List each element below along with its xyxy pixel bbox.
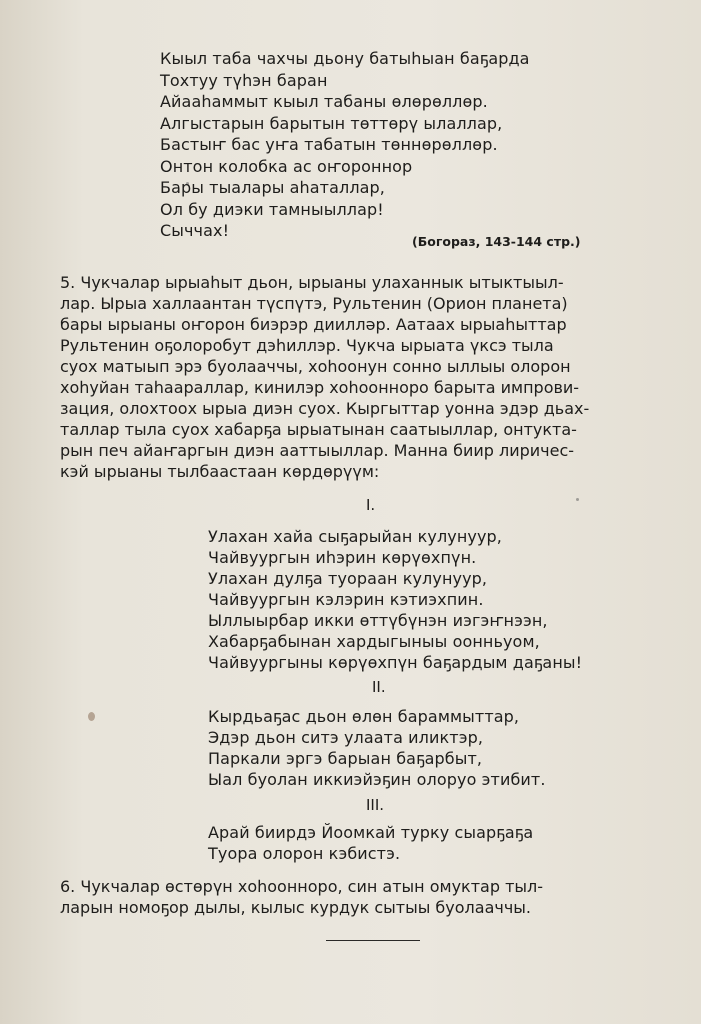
paragraph-line: 5. Чукчалар ырыаһыт дьон, ырыаны улаханнык ытыктыыл- xyxy=(60,273,564,292)
paragraph-line: Рультенин оҕолоробут дэһиллэр. Чукча ырыата үксэ тыла xyxy=(60,336,554,355)
section-numeral: III. xyxy=(366,796,385,814)
poem-line: Бары тыалары аһаталлар, xyxy=(160,178,385,197)
poem-line: Ыал буолан иккиэйэҕин олоруо этибит. xyxy=(208,770,546,789)
poem-section-2 xyxy=(208,706,546,790)
paragraph-5 xyxy=(60,272,696,482)
paragraph-line: ларын номоҕор дылы, кылыс курдук сытыы буолааччы. xyxy=(60,898,532,917)
poem-line: Онтон колобка ас оҥороннор xyxy=(160,156,413,176)
paper-stain xyxy=(88,712,95,721)
poem-line: Алгыстарын барытын төттөрү ылаллар, xyxy=(160,113,503,133)
paragraph-line: 6. Чукчалар өстөрүн хоһоонноро, син атын омуктар тыл- xyxy=(60,877,544,896)
poem-line: Кырдьаҕас дьон өлөн бараммыттар, xyxy=(208,707,520,726)
paragraph-line: зация, олохтоох ырыа диэн суох. Кыргыттар уонна эдэр дьах- xyxy=(60,399,590,418)
poem-line: Паркали эргэ барыан баҕарбыт, xyxy=(208,749,483,768)
poem-line: Улахан хайа сыҕарыйан кулунуур, xyxy=(208,527,502,546)
poem-line: Эдэр дьон ситэ улаата иликтэр, xyxy=(208,728,484,747)
poem-line: Улахан дулҕа туораан кулунуур, xyxy=(208,569,488,588)
paragraph-line: лар. Ырыа халлаантан түспүтэ, Рультенин (Орион планета) xyxy=(60,294,568,313)
paragraph-line: суох матыып эрэ буолааччы, хоһоонун сонно ыллыы олорон xyxy=(60,357,571,376)
poem-section-1 xyxy=(208,526,582,673)
section-numeral: I. xyxy=(366,496,376,514)
citation: (Богораз, 143-144 стр.) xyxy=(412,234,581,249)
poem-line: Ол бу диэки тамныыллар! xyxy=(160,199,384,219)
poem-line: Айааһаммыт кыыл табаны өлөрөллөр. xyxy=(160,92,488,111)
section-numeral: II. xyxy=(372,678,386,696)
poem-line: Чайвуургын иһэрин көрүөхпүн. xyxy=(208,548,477,567)
poem-line: Чайвуургыны көрүөхпүн баҕардым даҕаны! xyxy=(208,653,583,672)
poem-line: Сыччах! xyxy=(160,221,230,240)
poem-line: Кыыл таба чахчы дьону батыһыан баҕарда xyxy=(160,49,530,68)
paragraph-line: таллар тыла суох хабарҕа ырыатынан саатыыллар, онтукта- xyxy=(60,420,577,439)
poem-line: Бастыҥ бас уҥа табатын төннөрөллөр. xyxy=(160,135,498,154)
paragraph-line: хоһуйан таһаараллар, кинилэр хоһоонноро барыта импрови- xyxy=(60,378,580,397)
paragraph-line: рын печ айаҥаргын диэн ааттыыллар. Манна биир лиричес- xyxy=(60,441,575,460)
poem-section-3 xyxy=(208,822,533,864)
poem-line: Хабарҕабынан хардыгыныы оонньуом, xyxy=(208,632,540,651)
poem-line: Ыллыырбар икки өттүбүнэн иэгэҥнээн, xyxy=(208,611,548,630)
poem-line: Арай биирдэ Йоомкай турку сыарҕаҕа xyxy=(208,823,534,842)
paper-stain xyxy=(576,498,579,501)
paragraph-line: кэй ырыаны тылбаастаан көрдөрүүм: xyxy=(60,462,380,481)
paragraph-6 xyxy=(60,876,696,918)
poem-line: Чайвуургын кэлэрин кэтиэхпин. xyxy=(208,590,484,609)
poem-line: Тохтуу түһэн баран xyxy=(160,70,328,90)
poem-line: Туора олорон кэбистэ. xyxy=(208,844,401,863)
poem-block-1 xyxy=(160,48,530,242)
paragraph-line: бары ырыаны оҥорон биэрэр диилләр. Аатаах ырыаһыттар xyxy=(60,315,567,334)
section-divider xyxy=(326,940,420,941)
